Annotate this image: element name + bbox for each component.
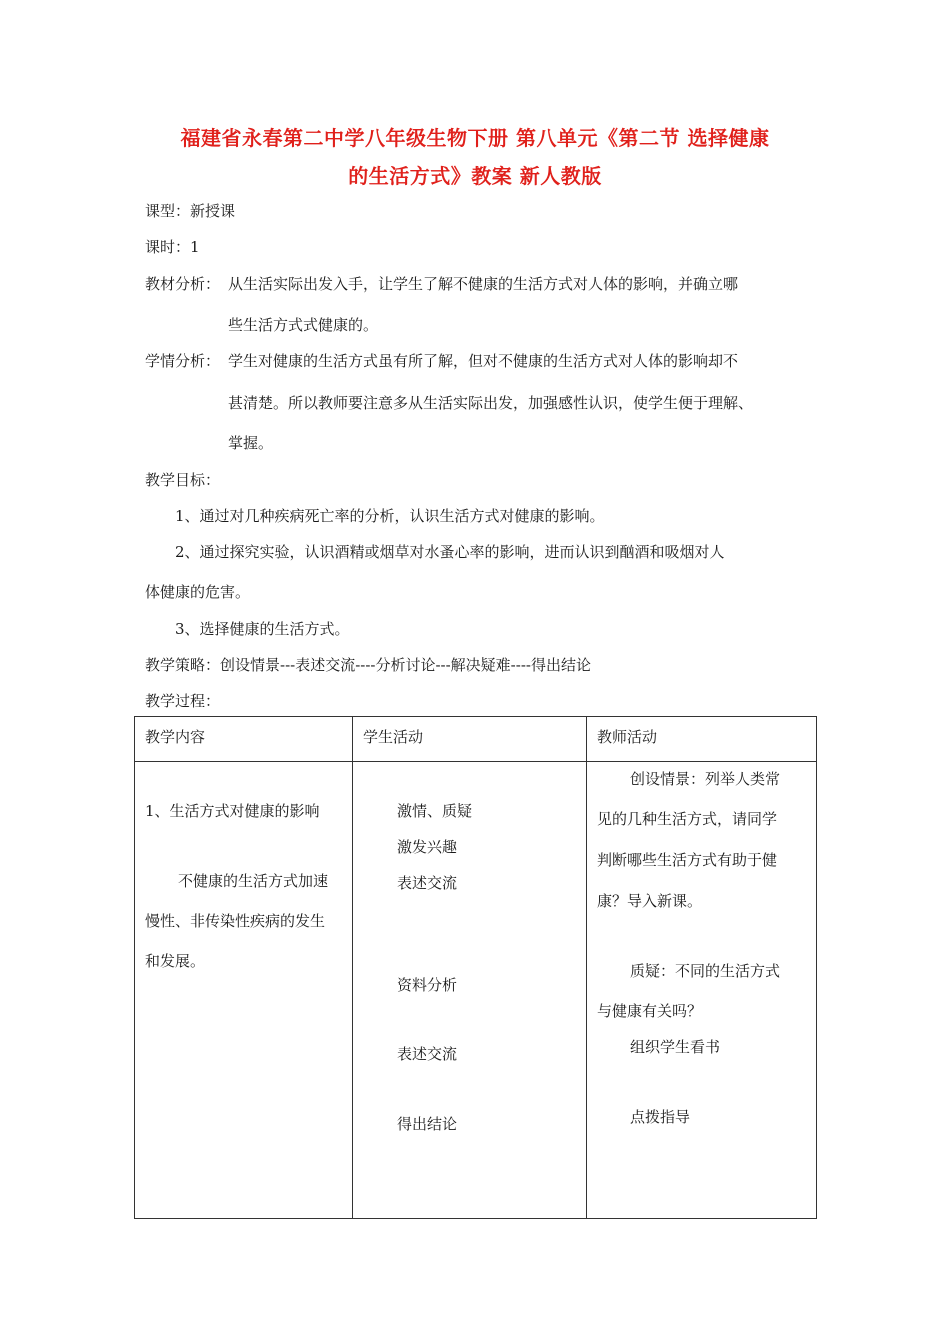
content-line: 1、生活方式对健康的影响: [145, 802, 320, 820]
teacher-activity-line: 判断哪些生活方式有助于健: [597, 851, 778, 869]
student-analysis-line1: 学生对健康的生活方式虽有所了解，但对不健康的生活方式对人体的影响却不: [228, 352, 739, 370]
teacher-activity-line: 质疑：不同的生活方式: [630, 962, 781, 980]
objective-item-2-cont: 体健康的危害。: [145, 583, 251, 601]
teaching-process-table: [134, 716, 817, 1219]
lesson-type: 课型：新授课: [145, 202, 236, 220]
content-cell: [135, 762, 353, 1219]
table-row: [135, 762, 817, 1219]
student-activity-cell: [353, 762, 587, 1219]
process-heading: 教学过程：: [145, 692, 221, 710]
teacher-activity-cell: [587, 762, 817, 1219]
objective-item-2: 2、通过探究实验，认识酒精或烟草对水蚤心率的影响，进而认识到酗酒和吸烟对人: [175, 543, 725, 561]
student-activity-item: 表述交流: [397, 1045, 458, 1063]
document-title-line1: 福建省永春第二中学八年级生物下册 第八单元《第二节 选择健康: [180, 126, 770, 150]
header-cell-student: [353, 717, 587, 762]
student-activity-item: 表述交流: [397, 874, 458, 892]
material-analysis-line2: 些生活方式式健康的。: [228, 316, 379, 334]
teacher-activity-line: 与健康有关吗？: [597, 1002, 703, 1020]
student-analysis-line3: 掌握。: [228, 434, 274, 452]
document-title-line2: 的生活方式》教案 新人教版: [348, 164, 602, 188]
student-analysis-label: 学情分析：: [145, 352, 221, 370]
student-activity-item: 激发兴趣: [397, 838, 458, 856]
header-cell-content: [135, 717, 353, 762]
teacher-activity-line: 组织学生看书: [630, 1038, 721, 1056]
student-activity-item: 激情、质疑: [397, 802, 473, 820]
header-teacher-label: 教师活动: [597, 728, 658, 746]
header-student-label: 学生活动: [363, 728, 424, 746]
material-analysis-label: 教材分析：: [145, 275, 221, 293]
student-activity-item: 得出结论: [397, 1115, 458, 1133]
header-content-label: 教学内容: [145, 728, 206, 746]
material-analysis-line1: 从生活实际出发入手，让学生了解不健康的生活方式对人体的影响，并确立哪: [228, 275, 739, 293]
table-header-row: [135, 717, 817, 762]
objective-item-1: 1、通过对几种疾病死亡率的分析，认识生活方式对健康的影响。: [175, 507, 605, 525]
content-line: 慢性、非传染性疾病的发生: [145, 912, 326, 930]
content-line: 和发展。: [145, 952, 206, 970]
student-activity-item: 资料分析: [397, 976, 458, 994]
lesson-hours: 课时：1: [145, 238, 200, 256]
teacher-activity-line: 见的几种生活方式，请同学: [597, 810, 778, 828]
content-line: 不健康的生活方式加速: [178, 872, 329, 890]
header-cell-teacher: [587, 717, 817, 762]
teacher-activity-line: 点拨指导: [630, 1108, 691, 1126]
objectives-heading: 教学目标：: [145, 471, 221, 489]
teaching-strategy: 教学策略：创设情景---表述交流----分析讨论---解决疑难----得出结论: [145, 656, 591, 674]
teacher-activity-line: 创设情景：列举人类常: [630, 770, 781, 788]
student-analysis-line2: 甚清楚。所以教师要注意多从生活实际出发，加强感性认识，使学生便于理解、: [228, 394, 754, 412]
teacher-activity-line: 康？导入新课。: [597, 892, 703, 910]
objective-item-3: 3、选择健康的生活方式。: [175, 620, 350, 638]
